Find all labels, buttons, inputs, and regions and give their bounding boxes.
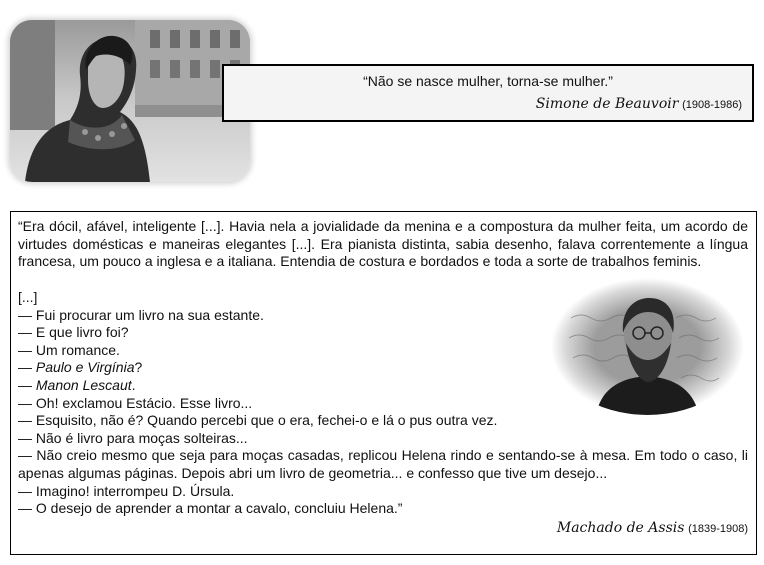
dialogue-line: — Oh! exclamou Estácio. Esse livro...: [18, 394, 253, 411]
dialogue-line: — Paulo e Virgínia?: [18, 359, 143, 376]
book-title-manon-lescaut: Manon Lescaut: [35, 376, 132, 393]
beauvoir-quote: “Não se nasce mulher, torna-se mulher.”: [363, 73, 613, 89]
machado-excerpt-box: [10, 211, 757, 555]
book-title-paulo-e-virginia: Paulo e Virgínia: [35, 359, 135, 376]
machado-years: (1839-1908): [688, 523, 748, 535]
dialogue-line: — Não é livro para moças solteiras...: [18, 429, 248, 446]
machado-attribution: [557, 520, 748, 536]
beauvoir-years: (1908-1986): [682, 99, 742, 111]
machado-author-name: Machado de Assis: [556, 520, 685, 536]
dialogue-lines: [18, 289, 748, 518]
dialogue-line: — Um romance.: [18, 341, 120, 358]
beauvoir-photo: [10, 20, 250, 182]
ellipsis-line: [...]: [18, 289, 38, 305]
beauvoir-author-name: Simone de Beauvoir: [535, 96, 679, 112]
excerpt-paragraph: “Era dócil, afável, inteligente [...]. Havia nela a jovialidade da menina e a compostura da mulher feita, um acordo de virtudes domésticas e maneiras elegantes [...]. Era pianista distinta, sabia desenho, falava correntemente a língua francesa, um pouco a inglesa e a italiana. Entendia de costura e bordados e toda a sorte de trabalhos feminis.: [18, 218, 748, 270]
beauvoir-portrait-image: [10, 20, 250, 182]
beauvoir-attribution: [536, 96, 742, 112]
dialogue-line: — Imagino! interrompeu D. Úrsula.: [18, 482, 235, 499]
dialogue-line: — Manon Lescaut.: [18, 376, 136, 393]
dialogue-line: — Fui procurar um livro na sua estante.: [18, 306, 264, 323]
dialogue-line: — Esquisito, não é? Quando percebi que o era, fechei-o e lá o pus outra vez.: [18, 412, 498, 429]
dialogue-line: — O desejo de aprender a montar a cavalo, concluiu Helena.”: [18, 500, 403, 517]
beauvoir-quote-box: [222, 64, 754, 122]
dialogue-line: — Não creio mesmo que seja para moças casadas, replicou Helena rindo e sentando-se à mesa. Em todo o caso, li apenas algumas páginas. Depois abri um livro de geometria... e confesso que tive um desejo...: [18, 447, 748, 481]
dialogue-line: — E que livro foi?: [18, 324, 129, 341]
